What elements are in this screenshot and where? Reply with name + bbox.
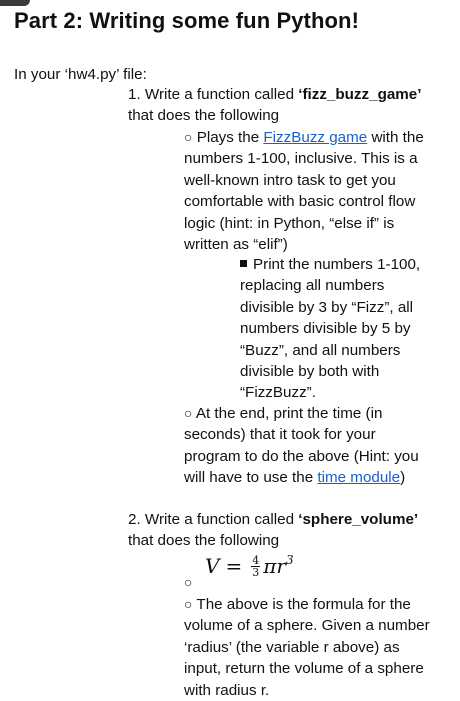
sub2-line: program to do the above (Hint: you xyxy=(184,447,419,465)
task1-sub1 xyxy=(184,127,459,255)
sub2-last-prefix: will have to use the xyxy=(184,469,318,487)
task2-sub1-line: volume of a sphere. Given a number xyxy=(184,617,430,635)
square-bullet-icon xyxy=(240,260,247,267)
task1-subsub xyxy=(240,254,458,404)
task2-line2-text: that does the following xyxy=(128,532,280,550)
sub1-suffix: with the xyxy=(367,129,424,146)
subsub-line: replacing all numbers xyxy=(240,277,385,295)
formula-fraction xyxy=(251,555,260,578)
task2-sub1 xyxy=(184,594,459,701)
task2-function-name: ‘sphere_volume’ xyxy=(298,511,419,528)
page-title: Part 2: Writing some fun Python! xyxy=(14,8,360,33)
task1-sub2 xyxy=(184,403,459,489)
subsub-line: numbers divisible by 5 by xyxy=(240,320,411,338)
task2-sub1-line: ‘radius’ (the variable r above) as xyxy=(184,638,400,656)
formula-exponent: 3 xyxy=(285,553,294,567)
intro-text: In your ‘hw4.py’ file: xyxy=(14,66,147,83)
task1-line2-text: that does the following xyxy=(128,107,280,125)
task2-header xyxy=(128,509,458,552)
sub2-line: seconds) that it took for your xyxy=(184,426,376,444)
subsub-line: “Buzz”, and all numbers xyxy=(240,341,401,359)
hollow-bullet-icon: ○ xyxy=(184,405,193,421)
formula-lhs: V xyxy=(205,554,220,578)
fraction-numerator: 4 xyxy=(252,553,260,567)
formula-equals: = xyxy=(225,554,243,578)
task1-line1-text: 1. Write a function called xyxy=(128,86,299,103)
hollow-bullet-icon: ○ xyxy=(184,129,193,145)
task2-sub1-first-line: The above is the formula for the xyxy=(196,596,411,613)
task2-sub1-line: input, return the volume of a sphere xyxy=(184,660,424,678)
sphere-volume-formula xyxy=(205,554,294,578)
fizzbuzz-game-link[interactable]: FizzBuzz game xyxy=(263,129,368,146)
sub1-line: written as “elif”) xyxy=(184,236,288,254)
empty-hollow-bullet-icon: ○ xyxy=(184,574,193,590)
sub1-line: logic (hint: in Python, “else if” is xyxy=(184,214,395,232)
task1-function-name: ‘fizz_buzz_game’ xyxy=(298,86,422,103)
window-corner-decoration xyxy=(0,0,30,6)
sub2-first-line: At the end, print the time (in xyxy=(195,405,383,422)
sub1-prefix: Plays the xyxy=(196,129,264,146)
sub1-line: numbers 1-100, inclusive. This is a xyxy=(184,150,418,168)
hollow-bullet-icon: ○ xyxy=(184,596,193,612)
sub1-line: well-known intro task to get you xyxy=(184,171,396,189)
subsub-line: divisible by both with xyxy=(240,363,380,381)
sub2-last-suffix: ) xyxy=(400,469,406,487)
formula-rhs: πr xyxy=(263,554,286,578)
task2-line1-text: 2. Write a function called xyxy=(128,511,299,528)
subsub-line: divisible by 3 by “Fizz”, all xyxy=(240,298,414,316)
subsub-first-line: Print the numbers 1-100, xyxy=(253,256,421,273)
subsub-line: “FizzBuzz”. xyxy=(240,384,316,402)
task2-sub1-line: with radius r. xyxy=(184,681,270,699)
sub1-line: comfortable with basic control flow xyxy=(184,193,416,211)
task1-header xyxy=(128,84,458,127)
fraction-denominator: 3 xyxy=(252,565,260,579)
time-module-link[interactable]: time module xyxy=(317,469,401,487)
